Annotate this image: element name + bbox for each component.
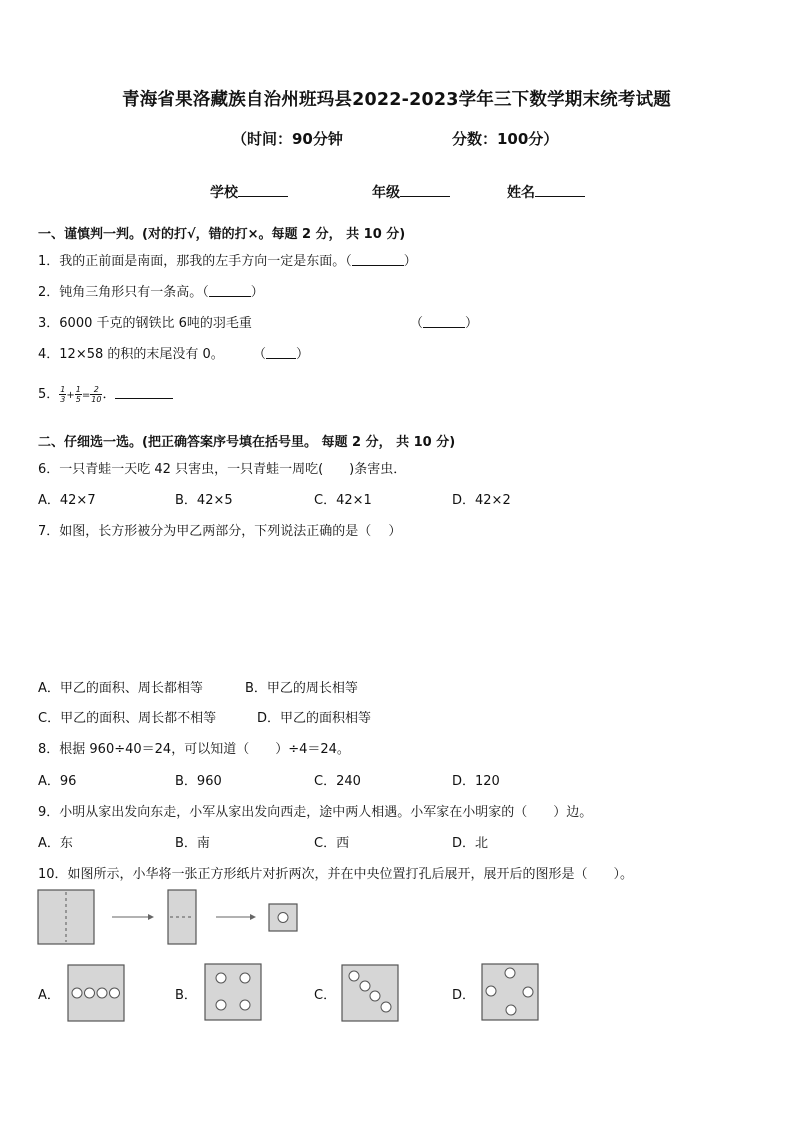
hole (110, 988, 120, 998)
question-9-option-c[interactable]: C．西 (314, 836, 350, 851)
question-9-option-b[interactable]: B．南 (175, 836, 210, 851)
question-8-option-c[interactable]: C．240 (314, 774, 361, 789)
hole (506, 1005, 516, 1015)
question-3: 3．6000 千克的钢铁比 6吨的羽毛重 (38, 316, 252, 331)
question-10: 10．如图所示，小华将一张正方形纸片对折两次，并在中央位置打孔后展开，展开后的图形是（ ）。 (38, 867, 634, 882)
question-2-text: 2．钝角三角形只有一条高。（ (38, 285, 209, 300)
hole (85, 988, 95, 998)
fraction-denominator: 5 (75, 395, 81, 404)
question-4: 4．12×58 的积的末尾没有 0。 (38, 347, 224, 362)
grade-field (372, 181, 450, 202)
hole (240, 973, 250, 983)
question-5-period: ． (102, 387, 116, 402)
hole (216, 973, 226, 983)
hole (360, 981, 370, 991)
school-field (210, 181, 288, 202)
question-3-paren-open: （ (410, 316, 424, 331)
page-title: 青海省果洛藏族自治州班玛县2022-2023学年三下数学期末统考试题 (122, 90, 671, 110)
question-4-answer (253, 343, 309, 362)
question-8: 8．根据 960÷40＝24，可以知道（ ）÷4＝24。 (38, 742, 350, 757)
fraction-one-fifth (75, 385, 82, 404)
answer-blank-4[interactable] (266, 346, 296, 359)
fraction-numerator: 1 (60, 385, 66, 394)
fraction-denominator: 3 (60, 395, 66, 404)
question-2-paren-close: ） (250, 285, 264, 300)
question-9: 9．小明从家出发向东走，小军从家出发向西走，途中两人相遇。小军家在小明家的（ ）边。 (38, 805, 593, 820)
paper-folding-diagram (36, 888, 306, 948)
question-8-option-a[interactable]: A．96 (38, 774, 77, 789)
option-b-paper (205, 964, 261, 1020)
question-6-option-c[interactable]: C．42×1 (314, 493, 372, 508)
punched-hole (278, 913, 288, 923)
question-3-answer (410, 312, 478, 331)
question-6-option-a[interactable]: A．42×7 (38, 493, 96, 508)
hole (349, 971, 359, 981)
name-blank[interactable] (535, 181, 585, 197)
answer-blank-2[interactable] (209, 284, 251, 297)
arrow-2-head-icon (250, 914, 256, 920)
plus-sign: + (66, 390, 75, 401)
question-4-paren-close: ） (296, 347, 310, 362)
hole (486, 986, 496, 996)
exam-score: 分数：100分） (452, 130, 559, 148)
grade-blank[interactable] (400, 181, 450, 197)
section1-heading: 一、谨慎判一判。(对的打√，错的打×。每题 2 分， 共 10 分) (38, 227, 406, 242)
question-9-option-d[interactable]: D．北 (452, 836, 489, 851)
question-7-option-d[interactable]: D．甲乙的面积相等 (257, 711, 372, 726)
school-blank[interactable] (238, 181, 288, 197)
option-a-figure[interactable] (67, 964, 125, 1022)
answer-blank-5[interactable] (115, 386, 173, 399)
hole (370, 991, 380, 1001)
question-3-paren-close: ） (465, 316, 479, 331)
equals-sign: = (81, 390, 91, 401)
question-7: 7．如图，长方形被分为甲乙两部分，下列说法正确的是（ ） (38, 524, 402, 539)
name-label: 姓名 (507, 185, 535, 201)
hole (240, 1000, 250, 1010)
question-1-text: 1．我的正前面是南面，那我的左手方向一定是东面。（ (38, 254, 352, 269)
option-d-figure[interactable] (481, 963, 539, 1021)
option-c-figure[interactable] (341, 964, 399, 1022)
hole (381, 1002, 391, 1012)
exam-time: （时间：90分钟 (232, 130, 343, 148)
fraction-two-tenths (90, 385, 102, 404)
name-field (507, 181, 585, 202)
question-7-option-b[interactable]: B．甲乙的周长相等 (245, 681, 358, 696)
section2-heading: 二、仔细选一选。(把正确答案序号填在括号里。 每题 2 分， 共 10 分) (38, 435, 456, 450)
question-10-option-a[interactable]: A． (38, 988, 60, 1003)
question-7-option-a[interactable]: A．甲乙的面积、周长都相等 (38, 681, 203, 696)
answer-blank-3[interactable] (423, 315, 465, 328)
question-6-option-b[interactable]: B．42×5 (175, 493, 233, 508)
question-6: 6．一只青蛙一天吃 42 只害虫，一只青蛙一周吃( )条害虫． (38, 462, 407, 477)
hole (523, 987, 533, 997)
question-5 (38, 383, 173, 404)
answer-blank-1[interactable] (352, 253, 404, 266)
arrow-1-head-icon (148, 914, 154, 920)
question-10-option-c[interactable]: C． (314, 988, 337, 1003)
grade-label: 年级 (372, 185, 400, 201)
school-label: 学校 (210, 185, 238, 201)
option-b-figure[interactable] (204, 963, 262, 1021)
hole (97, 988, 107, 998)
hole (72, 988, 82, 998)
question-1-paren-close: ） (403, 254, 417, 269)
question-9-option-a[interactable]: A．东 (38, 836, 73, 851)
question-5-number: 5． (38, 387, 60, 402)
hole (505, 968, 515, 978)
question-8-option-b[interactable]: B．960 (175, 774, 222, 789)
fraction-numerator: 2 (90, 385, 102, 395)
question-1 (38, 250, 417, 269)
question-8-option-d[interactable]: D．120 (452, 774, 500, 789)
question-10-option-b[interactable]: B． (175, 988, 197, 1003)
question-10-option-d[interactable]: D． (452, 988, 476, 1003)
fraction-numerator: 1 (75, 385, 81, 394)
question-6-option-d[interactable]: D．42×2 (452, 493, 511, 508)
hole (216, 1000, 226, 1010)
question-2 (38, 281, 264, 300)
fraction-denominator: 10 (91, 395, 102, 404)
question-4-paren-open: （ (253, 347, 267, 362)
question-7-option-c[interactable]: C．甲乙的面积、周长都不相等 (38, 711, 217, 726)
